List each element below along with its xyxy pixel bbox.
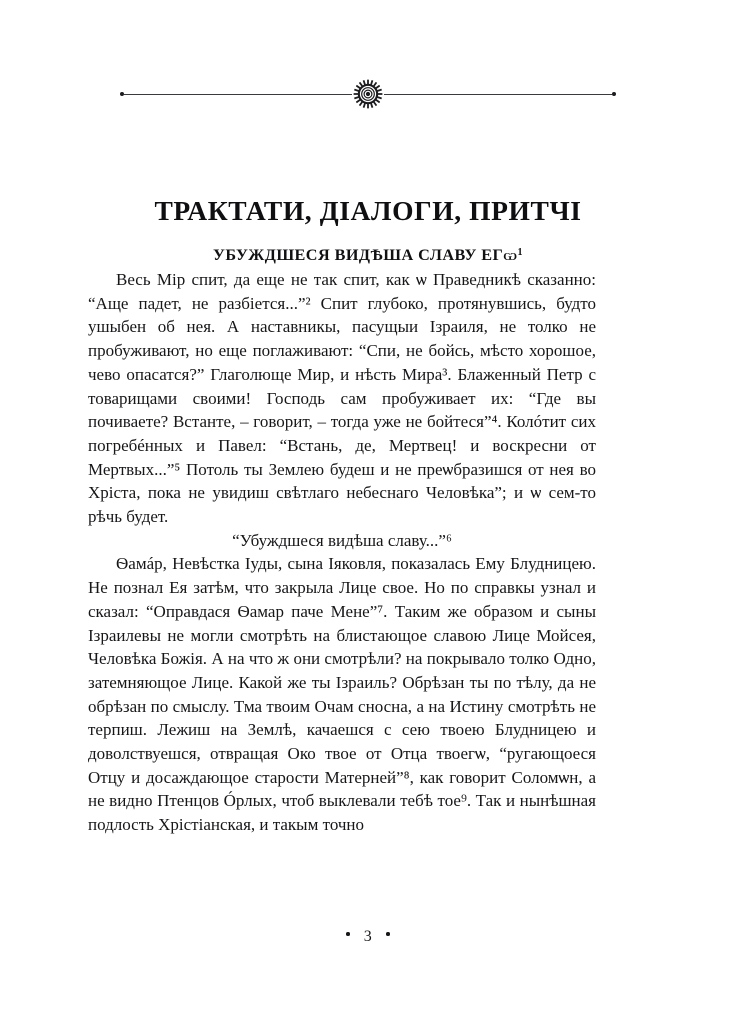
page-title: ТРАКТАТИ, ДІАЛОГИ, ПРИТЧІ — [154, 195, 582, 227]
sunburst-gear-medallion-icon — [353, 79, 383, 109]
page-folio — [0, 928, 736, 946]
folio-dot-left — [346, 932, 350, 936]
body-text — [88, 268, 596, 837]
section-subtitle-text: УБУЖДШЕСЯ ВИДѢША СЛАВУ ЕГѡ — [213, 246, 518, 265]
folio-number: 3 — [363, 928, 373, 945]
folio-dot-right — [386, 932, 390, 936]
paragraph: Ѳамáр, Невѣстка Іуды, сына Іяковля, показалась Ему Блудницею. Не познал Ея затѣм, что закрыла Лице свое. Но по справкы узнал и сказал: “Оправдася Ѳамар паче Мене”⁷. Таким же образом и сыны Ізраилевы не могли смотрѣть на блистающое славою Лице Мойсея, Человѣка Божія. А на что ж они смотрѣли? на покрывало толко Одно, затемняющое Лице. Какой же ты Ізраиль? Обрѣзан ты по тѣлу, да не обрѣзан по смыслу. Тма твоим Очам сносна, а на Истину смотрѣть не терпиш. Лежиш на Землѣ, качаешся с сею твоею Блудницею и доволствуешся, отвращая Око твое от Отца твоегѡ, “ругающоеся Отцу и досаждающое старости Матерней”⁸, как говорит Соломѡн, а не видно Птенцов Óрлых, чтоб выклевали тебѣ тое⁹. Так и нынѣшная подлость Хрістіанская, и такым точно — [88, 554, 596, 835]
decorative-divider — [0, 72, 736, 116]
section-subtitle — [0, 246, 736, 265]
footnote-marker: 1 — [517, 247, 523, 259]
scripture-quote-line: “Убуждшеся видѣша славу...”⁶ — [232, 530, 452, 550]
paragraph: Весь Мір спит, да еще не так спит, как ѡ Праведникѣ сказанно: “Аще падет, не разбіется...”² Спит глубоко, протянувшись, будто ушыбен об нея. А наставникы, пасущыи Ізраиля, не толко не пробуживают, но еще поглаживают: “Спи, не бойсь, мѣсто хорошое, чево опасатся?” Глаголюще Мир, и нѣсть Мира³. Блаженный Петр с товарищами своими! Господь сам пробуживает их: “Где вы почиваете? Встанте, – говорит, – тогда уже не бойтеся”⁴. Колóтит сих погребéнных и Павел: “Встань, де, Мертвец! и воскресни от Мертвых...”⁵ Потоль ты Землею будеш и не преѡбразишся от нея во Хріста, пока не увидиш свѣтлаго небеснаго Человѣка”; и ѡ сем-то рѣчь будет. — [88, 270, 596, 527]
divider-rule-left — [124, 94, 352, 95]
divider-rule-right — [384, 94, 612, 95]
